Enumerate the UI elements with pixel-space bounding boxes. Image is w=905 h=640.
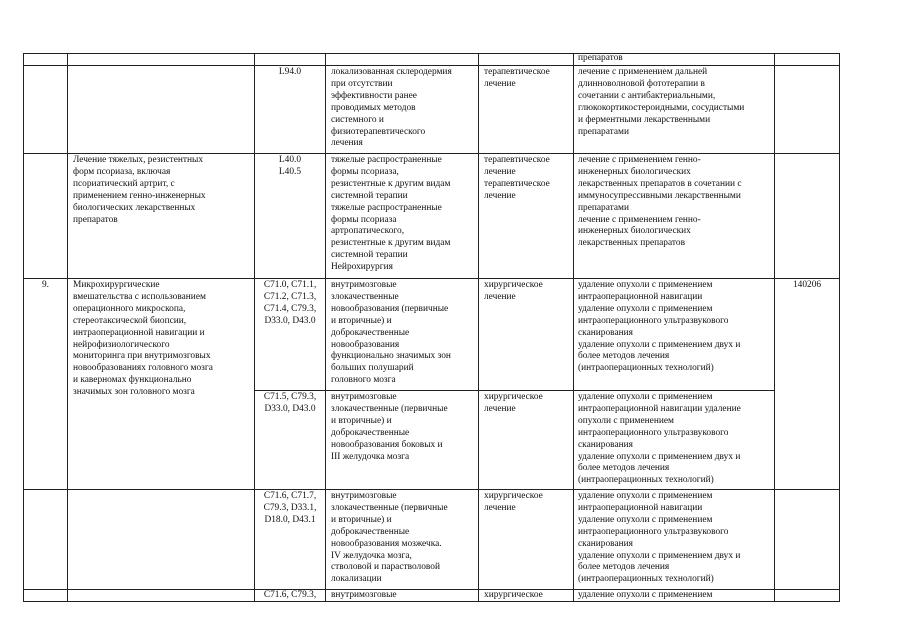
col-border — [573, 53, 574, 602]
patient-model-cell: внутримозговые — [331, 590, 397, 600]
patient-model-cell: внутримозговые злокачественные новообразования (первичные и вторичные) и доброкачественные новообразования функционально значимых зон больших полушарий головного мозга — [331, 280, 451, 386]
icd-code-cell: L94.0 — [278, 67, 302, 77]
patient-model-cell: локализованная склеродермия при отсутствии эффективности ранее проводимых методов системного и физиотерапевтического лечения — [331, 67, 452, 149]
row-border — [23, 489, 839, 490]
treatment-method-cell: удаление опухоли с применением интраоперационной навигации удаление опухоли с применением интраоперационного ультразвукового сканирования удаление опухоли с применением двух и более методов лечения (интраоперационных технологий) — [578, 280, 741, 374]
care-type-name-cell: Микрохирургические вмешательства с использованием операционного микроскопа, стереотаксической биопсии, интраоперационной навигации и нейрофизиологического мониторинга при внутримозговых новообразованиях головного мозга и каверномах функционально значимых зон головного мозга — [73, 280, 213, 398]
treatment-type-cell: терапевтическое лечение — [484, 67, 550, 89]
cost-cell: 140206 — [792, 280, 822, 290]
col-border — [478, 53, 479, 602]
row-border — [23, 589, 839, 590]
treatment-method-cell: лечение с применением генно- инженерных биологических лекарственных препаратов в сочетании с иммуносупрессивными лекарственными препаратами лечение с применением генно- инженерных биологических лекарственных препаратов — [578, 155, 742, 249]
icd-code-cell: C71.0, C71.1, C71.2, C71.3, C71.4, C79.3, D33.0, D43.0 — [263, 280, 317, 326]
icd-code-cell: L40.0 L40.5 — [278, 155, 302, 177]
treatment-method-cell: удаление опухоли с применением интраоперационной навигации удаление опухоли с применением интраоперационного ультразвукового сканирования удаление опухоли с применением двух и более методов лечения (интраоперационных технологий) — [578, 392, 741, 486]
treatment-type-cell: терапевтическое лечение терапевтическое лечение — [484, 155, 550, 201]
treatment-method-cell: препаратов — [578, 53, 623, 63]
icd-code-cell: C71.5, C79.3, D33.0, D43.0 — [263, 392, 317, 414]
treatment-method-cell: лечение с применением дальней длинноволновой фототерапии в сочетании с антибактериальными, глюкокортикостероидными, сосудистыми и ферментными лекарственными препаратами — [578, 67, 745, 137]
col-border — [23, 53, 24, 602]
row-border — [23, 65, 839, 66]
care-type-name-cell: Лечение тяжелых, резистентных форм псориаза, включая псориатический артрит, с применением генно-инженерных биологических лекарственных препаратов — [73, 155, 206, 225]
icd-code-cell: C71.6, C79.3, — [263, 590, 317, 600]
row-border — [23, 601, 839, 602]
treatment-type-cell: хирургическое — [484, 590, 543, 600]
col-border — [67, 53, 68, 602]
treatment-method-cell: удаление опухоли с применением интраоперационной навигации удаление опухоли с применением интраоперационного ультразвукового сканирования удаление опухоли с применением двух и более методов лечения (интраоперационных технологий) — [578, 491, 741, 585]
row-border — [23, 153, 839, 154]
row-border — [23, 278, 839, 279]
treatment-method-cell: удаление опухоли с применением — [578, 590, 713, 600]
col-border — [325, 53, 326, 602]
treatment-type-cell: хирургическое лечение — [484, 280, 543, 302]
icd-code-cell: C71.6, C71.7, C79.3, D33.1, D18.0, D43.1 — [263, 491, 317, 525]
col-border — [839, 53, 840, 602]
patient-model-cell: внутримозговые злокачественные (первичные и вторичные) и доброкачественные новообразования боковых и III желудочка мозга — [331, 392, 448, 462]
row-border — [23, 53, 839, 54]
patient-model-cell: внутримозговые злокачественные (первичные и вторичные) и доброкачественные новообразования мозжечка. IV желудочка мозга, стволовой и парастволовой локализации — [331, 491, 448, 585]
treatment-type-cell: хирургическое лечение — [484, 392, 543, 414]
col-border — [774, 53, 775, 602]
treatment-type-cell: хирургическое лечение — [484, 491, 543, 513]
patient-model-cell: тяжелые распространенные формы псориаза, резистентные к другим видам системной терапии тяжелые распространенные формы псориаза артропатического, резистентные к другим видам системной терапии Нейрохирургия — [331, 155, 451, 273]
row-number-cell: 9. — [41, 280, 50, 290]
row-border — [254, 390, 774, 391]
